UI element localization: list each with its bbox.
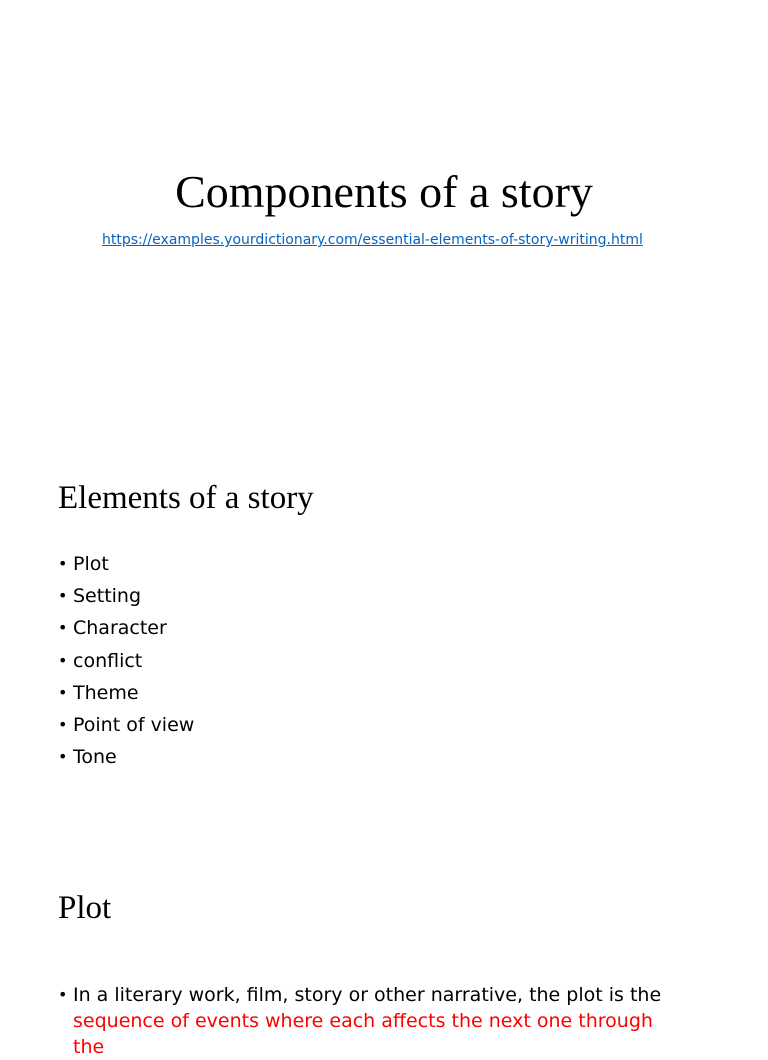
bullet-icon: • — [58, 714, 68, 734]
list-item — [58, 982, 718, 1060]
list-item-label: Theme — [73, 681, 139, 704]
list-item-label: Character — [73, 617, 167, 640]
list-item — [58, 677, 718, 709]
list-item-label: conflict — [73, 649, 143, 672]
list-item — [58, 580, 718, 612]
source-link[interactable]: https://examples.yourdictionary.com/essential-elements-of-story-writing.html — [102, 232, 643, 248]
bullet-icon: • — [58, 650, 68, 670]
list-item — [58, 709, 718, 741]
plot-definition — [73, 982, 673, 1060]
bullet-icon: • — [58, 747, 68, 767]
title-slide — [0, 0, 768, 432]
list-item — [58, 741, 718, 773]
bullet-icon: • — [58, 985, 68, 1004]
list-item — [58, 645, 718, 677]
list-item-label: Point of view — [73, 713, 195, 736]
bullet-icon: • — [58, 554, 68, 573]
slide-heading: Elements of a story — [58, 480, 314, 516]
plot-definition-highlight: sequence of events where each affects the next one through the — [73, 1010, 653, 1058]
list-item — [58, 548, 718, 580]
bullet-icon: • — [58, 618, 68, 638]
plot-slide — [0, 864, 768, 1058]
list-item-label: Plot — [73, 553, 109, 575]
presentation-title: Components of a story — [175, 166, 593, 217]
elements-slide — [0, 432, 768, 864]
plot-list — [58, 982, 718, 1060]
list-item-label: Setting — [73, 585, 142, 608]
bullet-icon: • — [58, 586, 68, 606]
list-item-label: Tone — [73, 746, 117, 769]
plot-definition-text: In a literary work, film, story or other narrative, the plot is the — [73, 984, 662, 1006]
elements-list — [58, 548, 718, 773]
list-item — [58, 612, 718, 644]
slide-heading: Plot — [58, 890, 112, 926]
bullet-icon: • — [58, 682, 68, 702]
